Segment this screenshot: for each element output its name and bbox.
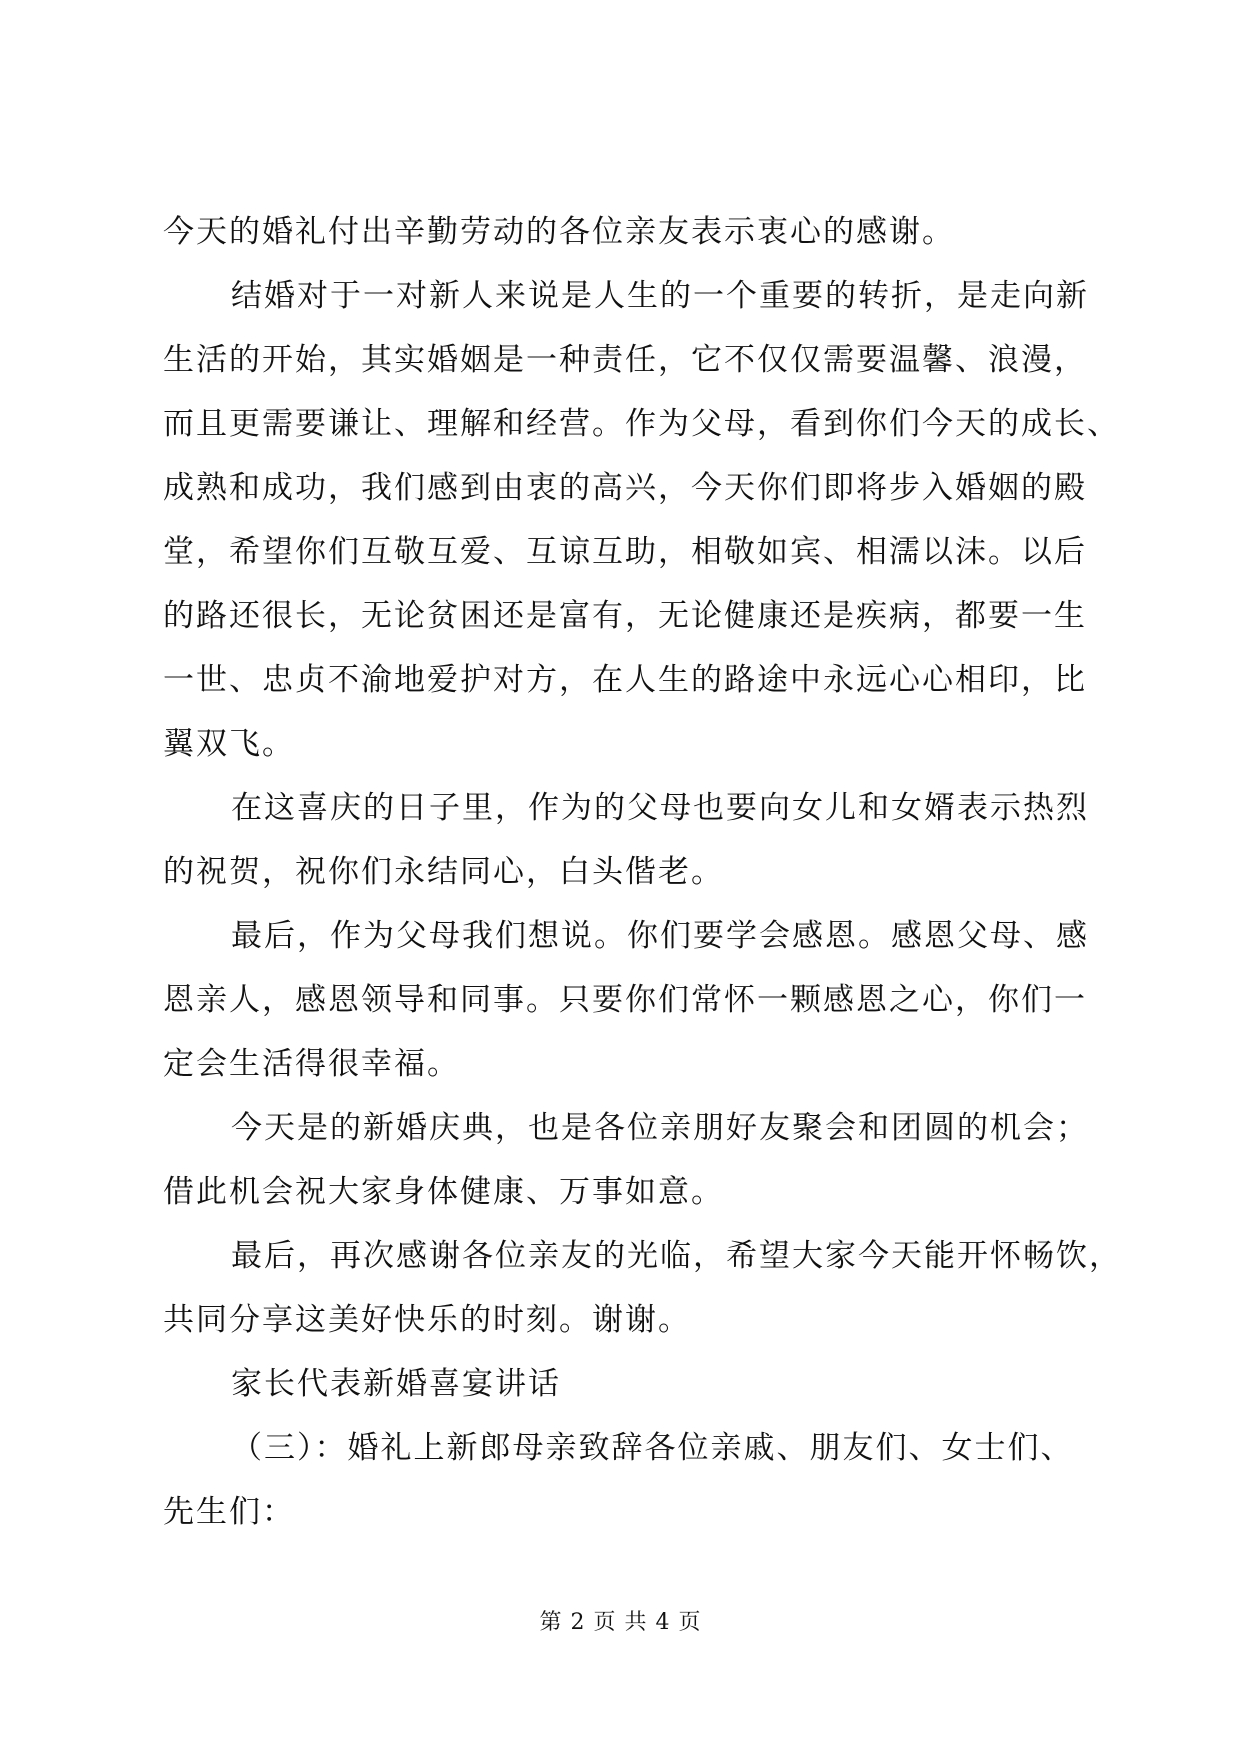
text-line: 今天的婚礼付出辛勤劳动的各位亲友表示衷心的感谢。 xyxy=(163,214,955,250)
section-heading: 家长代表新婚喜宴讲话 xyxy=(231,1366,561,1402)
text-line: 而且更需要谦让、理解和经营。作为父母，看到你们今天的成长、 xyxy=(163,406,1120,442)
text-line: 一世、忠贞不渝地爱护对方，在人生的路途中永远心心相印，比 xyxy=(163,662,1087,698)
text-line: 最后，再次感谢各位亲友的光临，希望大家今天能开怀畅饮， xyxy=(231,1238,1122,1274)
text-line: 今天是的新婚庆典，也是各位亲朋好友聚会和团圆的机会； xyxy=(231,1110,1089,1146)
text-line: 的路还很长，无论贫困还是富有，无论健康还是疾病，都要一生 xyxy=(163,598,1087,634)
text-line: 的祝贺，祝你们永结同心，白头偕老。 xyxy=(163,854,724,890)
text-line: 生活的开始，其实婚姻是一种责任，它不仅仅需要温馨、浪漫， xyxy=(163,342,1087,378)
text-line: 堂，希望你们互敬互爱、互谅互助，相敬如宾、相濡以沫。以后 xyxy=(163,534,1087,570)
text-line: 定会生活得很幸福。 xyxy=(163,1046,460,1082)
text-line: 结婚对于一对新人来说是人生的一个重要的转折，是走向新 xyxy=(231,278,1089,314)
text-line: 翼双飞。 xyxy=(163,726,295,762)
text-line: 最后，作为父母我们想说。你们要学会感恩。感恩父母、感 xyxy=(231,918,1089,954)
text-line: 借此机会祝大家身体健康、万事如意。 xyxy=(163,1174,724,1210)
text-line: 成熟和成功，我们感到由衷的高兴，今天你们即将步入婚姻的殿 xyxy=(163,470,1087,506)
document-body xyxy=(163,200,1122,1544)
text-line: 先生们： xyxy=(163,1494,295,1530)
page-number-footer: 第 2 页 共 4 页 xyxy=(539,1610,702,1635)
text-line: （三）：婚礼上新郎母亲致辞各位亲戚、朋友们、女士们、 xyxy=(231,1430,1074,1466)
text-line: 恩亲人，感恩领导和同事。只要你们常怀一颗感恩之心，你们一 xyxy=(163,982,1087,1018)
text-line: 共同分享这美好快乐的时刻。谢谢。 xyxy=(163,1302,691,1338)
text-line: 在这喜庆的日子里，作为的父母也要向女儿和女婿表示热烈 xyxy=(231,790,1089,826)
